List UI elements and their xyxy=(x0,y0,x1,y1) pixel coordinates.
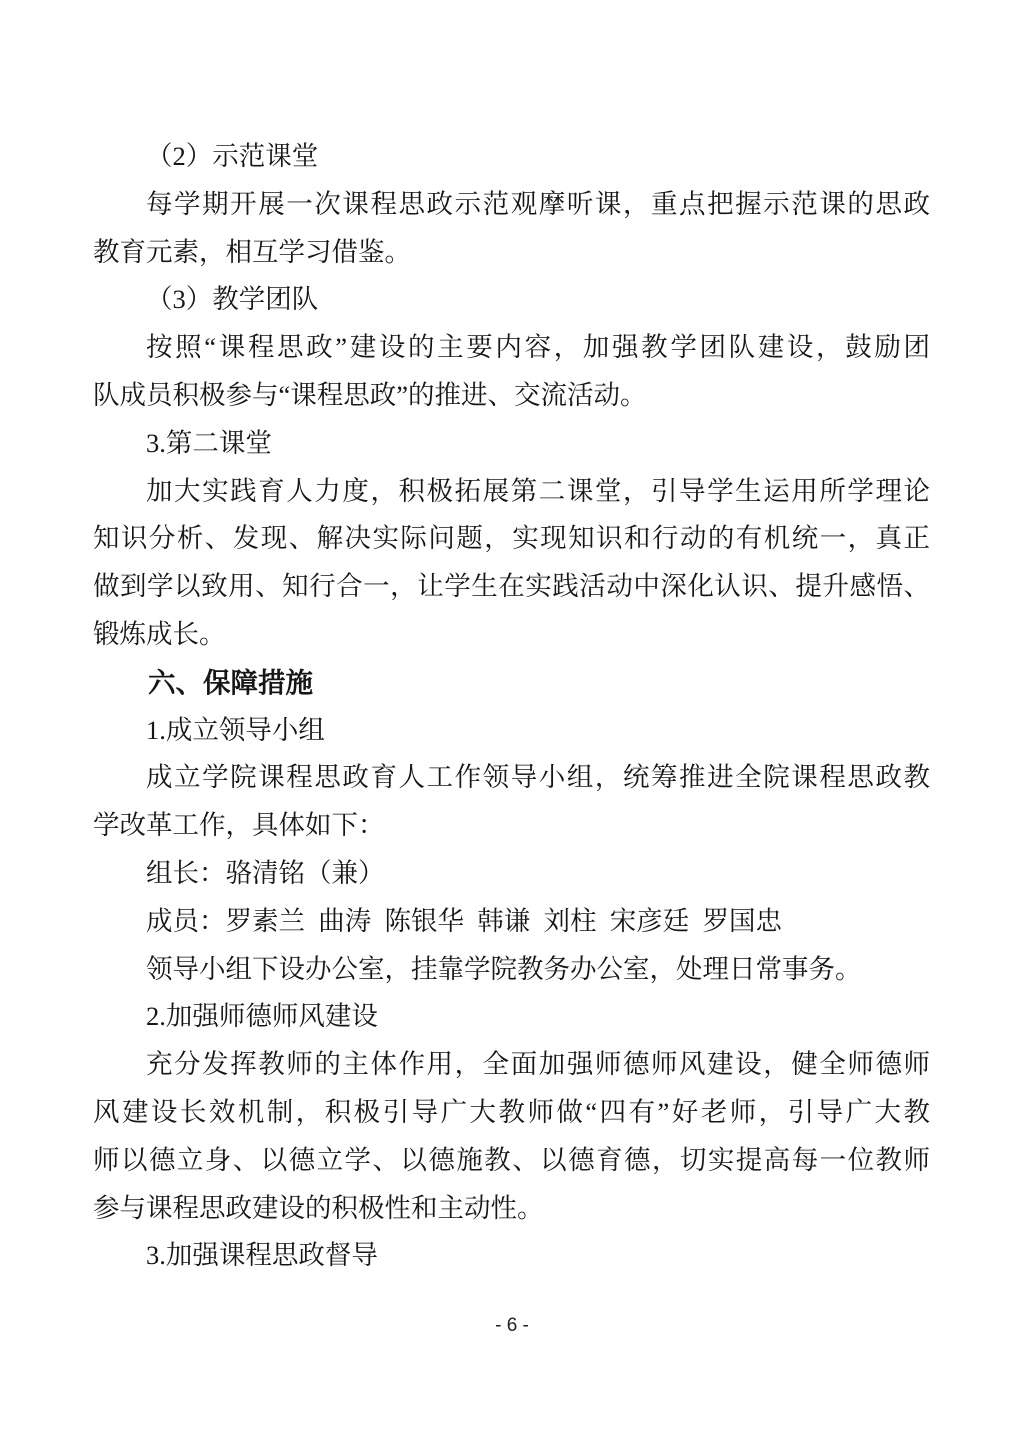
text-line: 成立学院课程思政育人工作领导小组，统筹推进全院课程思政教 xyxy=(146,762,930,793)
text-line: 风建设长效机制，积极引导广大教师做“四有”好老师，引导广大教 xyxy=(93,1096,930,1127)
text-line: 知识分析、发现、解决实际问题，实现知识和行动的有机统一，真正 xyxy=(93,523,930,554)
text-line: 3.第二课堂 xyxy=(146,427,272,458)
text-line: 3.加强课程思政督导 xyxy=(146,1240,378,1271)
text-line: 充分发挥教师的主体作用，全面加强师德师风建设，健全师德师 xyxy=(146,1049,930,1080)
text-line: （2）示范课堂 xyxy=(146,141,319,171)
text-line: 做到学以致用、知行合一，让学生在实践活动中深化认识、提升感悟、 xyxy=(93,571,930,602)
text-line: 2.加强师德师风建设 xyxy=(146,1001,378,1032)
text-line: 教育元素，相互学习借鉴。 xyxy=(93,236,411,267)
text-line: 加大实践育人力度，积极拓展第二课堂，引导学生运用所学理论 xyxy=(146,475,930,506)
text-line: （3）教学团队 xyxy=(146,284,319,315)
text-line: 成员：罗素兰 曲涛 陈银华 韩谦 刘柱 宋彦廷 罗国忠 xyxy=(146,905,782,936)
text-line: 参与课程思政建设的积极性和主动性。 xyxy=(93,1192,544,1223)
page-number: - 6 - xyxy=(495,1315,529,1336)
document-body xyxy=(93,133,930,1280)
text-line: 学改革工作，具体如下： xyxy=(93,810,385,841)
text-line: 按照“课程思政”建设的主要内容，加强教学团队建设，鼓励团 xyxy=(146,332,930,363)
text-line: 队成员积极参与“课程思政”的推进、交流活动。 xyxy=(93,379,647,410)
text-line: 师以德立身、以德立学、以德施教、以德育德，切实提高每一位教师 xyxy=(93,1144,930,1175)
section-heading: 六、保障措施 xyxy=(148,666,313,698)
text-line: 组长：骆清铭（兼） xyxy=(146,857,385,888)
text-line: 每学期开展一次课程思政示范观摩听课，重点把握示范课的思政 xyxy=(146,188,930,219)
text-line: 领导小组下设办公室，挂靠学院教务办公室，处理日常事务。 xyxy=(146,953,862,984)
text-line: 1.成立领导小组 xyxy=(146,714,325,745)
text-line: 锻炼成长。 xyxy=(93,618,226,649)
